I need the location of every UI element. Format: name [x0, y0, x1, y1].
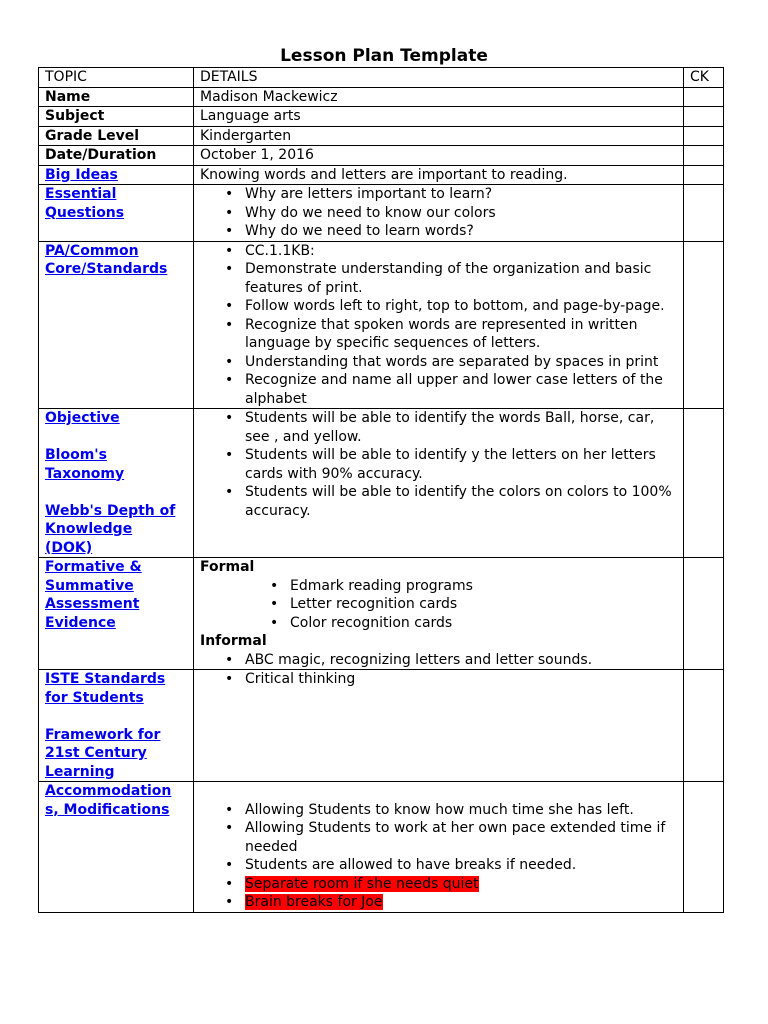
link-text: Accommodation: [45, 783, 172, 799]
date-duration-value: October 1, 2016: [194, 146, 684, 166]
row-subject: [39, 107, 724, 127]
ck-cell: [684, 146, 724, 166]
highlight-text: Brain breaks for Joe: [245, 894, 383, 910]
list-item: • Demonstrate understanding of the organization and basic features of print.: [245, 260, 677, 297]
link-text: Essential: [45, 186, 117, 202]
link-text: Webb's Depth of: [45, 502, 176, 519]
link-text: for Students: [45, 689, 144, 706]
objective-cell: [39, 409, 194, 558]
list-item: • Critical thinking: [245, 670, 677, 689]
lesson-plan-table: [38, 67, 724, 913]
name-label: Name: [39, 87, 194, 107]
ck-cell: [684, 107, 724, 127]
formal-heading: Formal: [200, 559, 255, 575]
ck-cell: [684, 782, 724, 913]
row-name: [39, 87, 724, 107]
big-ideas-link[interactable]: Big Ideas: [45, 166, 118, 183]
link-text: Questions: [45, 204, 125, 221]
list-item: • Understanding that words are separated by spaces in print: [245, 353, 677, 372]
list-item: • Why do we need to learn words?: [245, 222, 677, 241]
bullet-list: [200, 242, 677, 409]
list-item: • Why do we need to know our colors: [245, 204, 677, 223]
ck-cell: [684, 670, 724, 782]
link-text: Assessment: [45, 596, 140, 612]
list-item: • Recognize that spoken words are represented in written language by specific sequences of letters.: [245, 316, 677, 353]
row-accommodations: [39, 782, 724, 913]
link-text: Learning: [45, 763, 115, 780]
list-item: • Letter recognition cards: [290, 595, 677, 614]
accommodations-cell: [39, 782, 194, 913]
ck-cell: [684, 558, 724, 670]
list-item: • Allowing Students to work at her own pace extended time if needed: [245, 819, 677, 856]
bullet-list: [200, 185, 677, 241]
bullet-list: [200, 801, 677, 912]
ck-cell: [684, 241, 724, 409]
document-title: Lesson Plan Template: [280, 46, 488, 66]
bullet-list: [200, 670, 677, 689]
row-essential-questions: [39, 185, 724, 242]
iste-standards-link[interactable]: [45, 671, 165, 706]
list-item: • Students will be able to identify y the letters on her letters cards with 90% accuracy.: [245, 446, 677, 483]
row-standards: [39, 241, 724, 409]
framework-21st-century-link[interactable]: [45, 727, 160, 780]
objective-details: [194, 409, 684, 558]
bullet-list: [200, 409, 677, 520]
list-item: • Why are letters important to learn?: [245, 185, 677, 204]
link-text: Evidence: [45, 614, 116, 631]
link-text: PA/Common: [45, 242, 139, 259]
informal-heading: Informal: [200, 633, 267, 649]
list-item: • Students will be able to identify the colors on colors to 100% accuracy.: [245, 483, 677, 520]
highlighted-list-item: [245, 875, 677, 894]
link-text: Summative: [45, 577, 134, 594]
accommodations-link[interactable]: [45, 783, 171, 818]
iste-details: [194, 670, 684, 782]
link-text: Framework for: [45, 726, 161, 743]
highlight-text: Separate room if she needs quiet: [245, 875, 479, 892]
iste-cell: [39, 670, 194, 782]
grade-level-label: Grade Level: [39, 126, 194, 146]
list-item: • Edmark reading programs: [290, 577, 677, 596]
list-item: • Students are allowed to have breaks if needed.: [245, 856, 677, 875]
subject-value: Language arts: [194, 107, 684, 127]
list-item: • Follow words left to right, top to bottom, and page-by-page.: [245, 297, 677, 316]
header-ck: CK: [684, 68, 724, 88]
list-item: • ABC magic, recognizing letters and letter sounds.: [245, 651, 677, 670]
link-text: ISTE Standards: [45, 671, 166, 687]
header-topic: TOPIC: [39, 68, 194, 88]
subject-label: Subject: [39, 107, 194, 127]
row-objective: [39, 409, 724, 558]
link-text: s, Modifications: [45, 801, 170, 818]
standards-cell: [39, 241, 194, 409]
assessment-details: [194, 558, 684, 670]
standards-link[interactable]: [45, 243, 167, 278]
assessment-cell: [39, 558, 194, 670]
link-text: Bloom's: [45, 447, 107, 463]
header-details: DETAILS: [194, 68, 684, 88]
table-header-row: [39, 68, 724, 88]
standards-details: [194, 241, 684, 409]
ck-cell: [684, 185, 724, 242]
bullet-list: [200, 577, 677, 633]
row-grade-level: [39, 126, 724, 146]
big-ideas-cell: [39, 165, 194, 185]
row-big-ideas: [39, 165, 724, 185]
link-text: Taxonomy: [45, 465, 125, 482]
name-value: Madison Mackewicz: [194, 87, 684, 107]
blooms-taxonomy-link[interactable]: [45, 447, 124, 482]
list-item: • CC.1.1KB:: [245, 242, 677, 261]
date-duration-label: Date/Duration: [39, 146, 194, 166]
assessment-link[interactable]: [45, 559, 142, 631]
ck-cell: [684, 87, 724, 107]
link-text: (DOK): [45, 539, 93, 556]
essential-questions-cell: [39, 185, 194, 242]
highlighted-list-item: [245, 893, 677, 912]
list-item: • Recognize and name all upper and lower case letters of the alphabet: [245, 371, 677, 408]
essential-questions-details: [194, 185, 684, 242]
link-text: Core/Standards: [45, 261, 168, 277]
row-iste-standards: [39, 670, 724, 782]
objective-link[interactable]: Objective: [45, 410, 120, 426]
bullet-list: [200, 651, 677, 670]
list-item: • Allowing Students to know how much time she has left.: [245, 801, 677, 820]
row-assessment: [39, 558, 724, 670]
ck-cell: [684, 126, 724, 146]
grade-level-value: Kindergarten: [194, 126, 684, 146]
link-text: Knowledge: [45, 521, 133, 537]
ck-cell: [684, 165, 724, 185]
webbs-dok-link[interactable]: [45, 503, 175, 556]
essential-questions-link[interactable]: [45, 186, 124, 221]
row-date-duration: [39, 146, 724, 166]
link-text: 21st Century: [45, 745, 147, 761]
list-item: • Color recognition cards: [290, 614, 677, 633]
accommodations-details: [194, 782, 684, 913]
big-ideas-value: Knowing words and letters are important to reading.: [194, 165, 684, 185]
link-text: Formative &: [45, 559, 142, 575]
ck-cell: [684, 409, 724, 558]
list-item: • Students will be able to identify the words Ball, horse, car, see , and yellow.: [245, 409, 677, 446]
